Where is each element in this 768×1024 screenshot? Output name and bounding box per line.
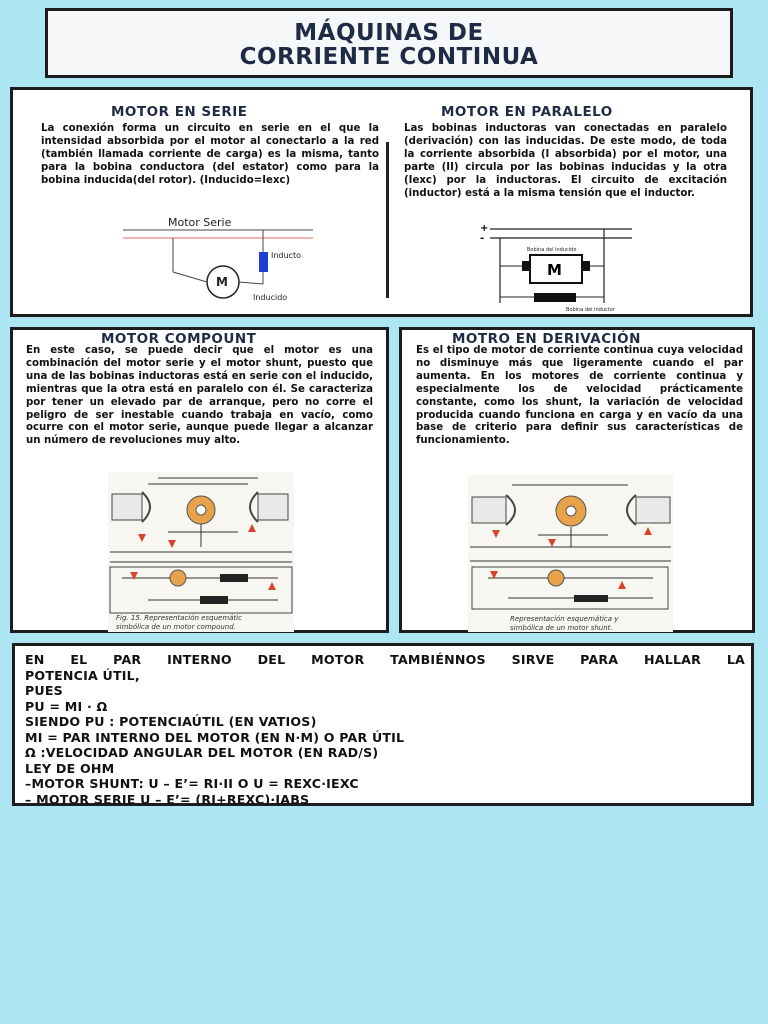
serie-text: La conexión forma un circuito en serie en el que la intensidad absorbida por el motor al conectarlo a la red (también llamada corriente de carga) es la misma, tanto para la bobina conductora (del estator) como para la bobina inducida(del rotor). (Inducido=Iexc) (41, 123, 379, 186)
paralelo-heading: MOTOR EN PARALELO (441, 104, 613, 120)
plus-label: + (480, 223, 489, 234)
compound-diagram (108, 472, 294, 632)
formula-line-9: –MOTOR SHUNT: U – E’= RI·II O U = REXC·IEXC (25, 776, 359, 791)
column-divider (386, 142, 389, 298)
compound-caption-2: simbólica de un motor compound. (116, 623, 236, 631)
derivacion-heading: MOTRO EN DERIVACIÓN (452, 331, 641, 347)
page-title (48, 11, 730, 69)
inducido-label: Inducido (253, 293, 288, 302)
formula-line-2: POTENCIA ÚTIL, (25, 667, 140, 683)
title-line2: CORRIENTE CONTINUA (239, 44, 539, 70)
paralelo-motor-label: M (547, 261, 562, 279)
compound-heading: MOTOR COMPOUNT (101, 331, 257, 347)
inductor-label: Inducto (271, 251, 302, 260)
compound-caption-1: Fig. 15. Representación esquemátic (116, 614, 242, 622)
paralelo-text: Las bobinas inductoras van conectadas en paralelo (derivación) con las inducidas. De este modo, de toda la corriente absorbida (I absorbida) por el motor, una parte (II) circula por las bobinas inducidas y la otra (Iexc) por la inductoras. El circuito de excitación (inductor) está a la misma tensión que el inductor. (404, 123, 727, 199)
derivacion-caption-2: simbólica de un motor shunt. (510, 624, 613, 632)
minus-label: - (480, 233, 485, 244)
formula-line-8: LEY DE OHM (25, 760, 115, 776)
formula-line-1: EN EL PAR INTERNO DEL MOTOR TAMBIÉNNOS SIRVE PARA HALLAR LA (25, 652, 745, 667)
motor-serie-diagram (123, 212, 313, 304)
compound-text: En este caso, se puede decir que el motor es una combinación del motor serie y el motor shunt, puesto que una de las bobinas inductoras está en serie con el inducido, mientras que la otra está en paralelo con él. Se caracteriza por tener un elevado par de arranque, pero no corre el peligro de ser inestable cuando trabaja en vacío, como ocurre con el motor serie, aunque puede llegar a alcanzar un número de revoluciones muy alto. (26, 345, 373, 447)
derivacion-caption-1: Representación esquemática y (510, 615, 619, 623)
derivacion-text: Es el tipo de motor de corriente continua cuya velocidad no disminuye más que ligeramente cuando el par aumenta. En los motores de corriente continua y especialmente los de velocidad prácticamente constante, como los shunt, la variación de velocidad producida cuando funciona en carga y en vacío da una base de criterio para definir sus características de funcionamiento. (416, 345, 743, 447)
compound-panel (10, 327, 389, 633)
formula-line-7: Ω :VELOCIDAD ANGULAR DEL MOTOR (EN RAD/S) (25, 745, 379, 760)
motor-paralelo-diagram (472, 221, 634, 313)
formula-line-6: MI = PAR INTERNO DEL MOTOR (EN N·M) O PAR ÚTIL (25, 729, 405, 745)
formula-panel (12, 643, 754, 806)
serie-paralelo-panel (10, 87, 753, 317)
title-line1: MÁQUINAS DE (294, 20, 484, 46)
serie-heading: MOTOR EN SERIE (111, 104, 248, 120)
formula-line-4: PU = MI · Ω (25, 698, 108, 714)
title-box (45, 8, 733, 78)
formula-line-3: PUES (25, 683, 63, 698)
formula-line-10: – MOTOR SERIE U – E’= (RI+REXC)·IABS (25, 791, 310, 807)
formula-text (25, 652, 745, 807)
derivacion-diagram (468, 475, 673, 632)
serie-motor-label: M (216, 275, 228, 289)
formula-line-5: SIENDO PU : POTENCIAÚTIL (EN VATIOS) (25, 714, 317, 729)
motor-serie-title: Motor Serie (168, 216, 232, 229)
bobina-inductor-label: Bobina del inductor (566, 307, 615, 313)
derivacion-panel (399, 327, 755, 633)
bobina-inducido-label: Bobina del inducido (527, 247, 577, 253)
